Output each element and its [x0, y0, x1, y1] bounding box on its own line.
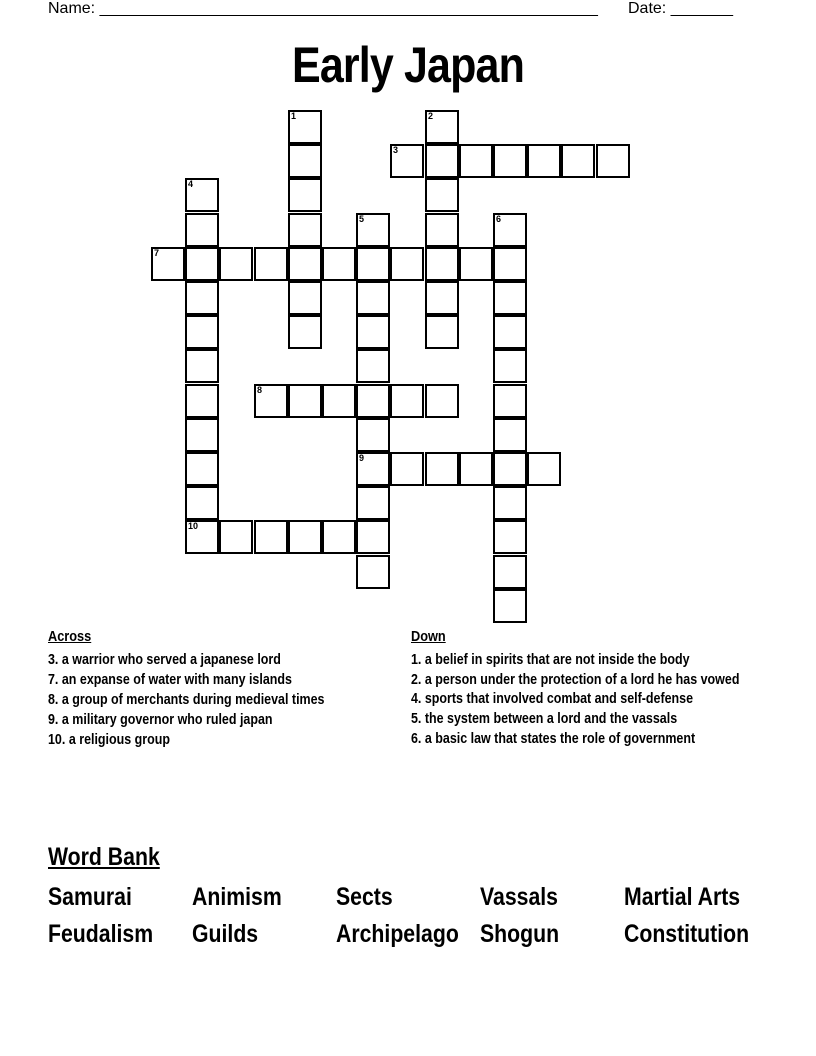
crossword-cell[interactable] [185, 178, 219, 212]
crossword-cell[interactable] [493, 281, 527, 315]
crossword-cell[interactable] [459, 452, 493, 486]
word-bank-word: Feudalism [48, 920, 154, 948]
across-clue [48, 671, 353, 690]
crossword-cell[interactable] [356, 452, 390, 486]
crossword-cell[interactable] [459, 247, 493, 281]
crossword-cell[interactable] [185, 213, 219, 247]
clue-number: 2. [411, 672, 422, 688]
crossword-cell[interactable] [493, 384, 527, 418]
crossword-cell[interactable] [288, 110, 322, 144]
down-heading: Down [411, 628, 446, 645]
crossword-cell[interactable] [322, 520, 356, 554]
cell-number: 2 [428, 111, 434, 121]
down-clue [411, 730, 755, 748]
crossword-cell[interactable] [493, 555, 527, 589]
across-clue [48, 651, 353, 670]
clue-text: a person under the protection of a lord he has vowed [424, 672, 740, 688]
clue-number: 4. [411, 691, 422, 707]
clue-text: sports that involved combat and self-defense [424, 691, 694, 707]
crossword-cell[interactable] [288, 247, 322, 281]
across-clue [48, 711, 353, 730]
clue-number: 8. [48, 692, 59, 708]
crossword-cell[interactable] [185, 281, 219, 315]
crossword-cell[interactable] [185, 349, 219, 383]
word-bank-word: Vassals [480, 883, 559, 911]
date-line: Date: _______ [628, 0, 733, 17]
down-clue-list [411, 651, 771, 749]
crossword-cell[interactable] [390, 247, 424, 281]
word-bank-word: Sects [336, 883, 393, 911]
crossword-cell[interactable] [254, 384, 288, 418]
word-bank-word: Martial Arts [624, 883, 741, 911]
clue-number: 7. [48, 672, 59, 688]
crossword-cell[interactable] [493, 520, 527, 554]
crossword-cell[interactable] [596, 144, 630, 178]
clue-text: a group of merchants during medieval times [61, 692, 325, 708]
down-clue [411, 690, 721, 709]
crossword-cell[interactable] [390, 384, 424, 418]
name-line: Name: ________________________________________________________ [48, 0, 598, 17]
crossword-cell[interactable] [493, 452, 527, 486]
crossword-cell[interactable] [425, 452, 459, 486]
clue-number: 1. [411, 652, 422, 668]
crossword-cell[interactable] [185, 520, 219, 554]
cell-number: 4 [188, 179, 194, 189]
crossword-cell[interactable] [288, 281, 322, 315]
cell-number: 9 [359, 453, 365, 463]
crossword-cell[interactable] [322, 384, 356, 418]
crossword-cell[interactable] [288, 315, 322, 349]
clue-number: 10. [48, 732, 66, 748]
clue-text: a military governor who ruled japan [61, 712, 273, 728]
across-clue [48, 691, 353, 710]
crossword-cell[interactable] [185, 247, 219, 281]
crossword-cell[interactable] [356, 418, 390, 452]
word-bank-heading: Word Bank [48, 843, 160, 871]
crossword-cell[interactable] [493, 349, 527, 383]
crossword-cell[interactable] [185, 452, 219, 486]
crossword-cell[interactable] [185, 384, 219, 418]
crossword-cell[interactable] [356, 213, 390, 247]
crossword-cell[interactable] [493, 247, 527, 281]
down-clue [411, 710, 721, 729]
clue-number: 3. [48, 652, 59, 668]
crossword-cell[interactable] [219, 520, 253, 554]
clue-number: 6. [411, 731, 422, 747]
crossword-cell[interactable] [425, 384, 459, 418]
crossword-cell[interactable] [356, 315, 390, 349]
clue-number: 5. [411, 711, 422, 727]
crossword-cell[interactable] [288, 520, 322, 554]
crossword-cell[interactable] [390, 452, 424, 486]
down-clue [411, 671, 755, 689]
cell-number: 6 [496, 214, 502, 224]
crossword-cell[interactable] [527, 144, 561, 178]
clue-text: the system between a lord and the vassals [424, 711, 678, 727]
crossword-cell[interactable] [425, 213, 459, 247]
crossword-cell[interactable] [151, 247, 185, 281]
page-title: Early Japan [292, 37, 524, 93]
crossword-cell[interactable] [425, 315, 459, 349]
across-clue-list [48, 651, 403, 751]
across-clue [48, 731, 353, 750]
cell-number: 5 [359, 214, 365, 224]
crossword-cell[interactable] [425, 281, 459, 315]
cell-number: 8 [257, 385, 263, 395]
clue-text: an expanse of water with many islands [61, 672, 292, 688]
word-bank-word: Samurai [48, 883, 132, 911]
cell-number: 7 [154, 248, 160, 258]
crossword-cell[interactable] [425, 144, 459, 178]
crossword-cell[interactable] [322, 247, 356, 281]
crossword-cell[interactable] [185, 418, 219, 452]
cell-number: 1 [291, 111, 297, 121]
crossword-cell[interactable] [288, 144, 322, 178]
down-clue [411, 651, 721, 670]
clue-text: a basic law that states the role of government [424, 731, 696, 747]
word-bank-word: Shogun [480, 920, 560, 948]
crossword-cell[interactable] [288, 213, 322, 247]
crossword-cell[interactable] [356, 247, 390, 281]
crossword-cell[interactable] [356, 555, 390, 589]
crossword-cell[interactable] [288, 178, 322, 212]
crossword-cell[interactable] [288, 384, 322, 418]
crossword-cell[interactable] [425, 178, 459, 212]
across-heading: Across [48, 628, 92, 645]
crossword-cell[interactable] [356, 486, 390, 520]
crossword-cell[interactable] [425, 247, 459, 281]
word-bank-word: Guilds [192, 920, 259, 948]
crossword-cell[interactable] [493, 144, 527, 178]
crossword-cell[interactable] [219, 247, 253, 281]
crossword-cell[interactable] [561, 144, 595, 178]
clue-text: a belief in spirits that are not inside the body [424, 652, 690, 668]
crossword-cell[interactable] [185, 315, 219, 349]
crossword-cell[interactable] [254, 247, 288, 281]
crossword-cell[interactable] [493, 589, 527, 623]
cell-number: 3 [393, 145, 399, 155]
crossword-cell[interactable] [356, 281, 390, 315]
word-bank-word: Animism [192, 883, 282, 911]
crossword-cell[interactable] [493, 213, 527, 247]
crossword-cell[interactable] [356, 349, 390, 383]
crossword-cell[interactable] [356, 384, 390, 418]
crossword-cell[interactable] [459, 144, 493, 178]
crossword-cell[interactable] [254, 520, 288, 554]
crossword-cell[interactable] [493, 315, 527, 349]
word-bank-word: Archipelago [336, 920, 459, 948]
crossword-cell[interactable] [493, 486, 527, 520]
word-bank-word: Constitution [624, 920, 750, 948]
crossword-cell[interactable] [356, 520, 390, 554]
cell-number: 10 [188, 521, 199, 531]
clue-text: a religious group [68, 732, 170, 748]
clue-text: a warrior who served a japanese lord [61, 652, 281, 668]
crossword-cell[interactable] [390, 144, 424, 178]
crossword-cell[interactable] [527, 452, 561, 486]
crossword-cell[interactable] [493, 418, 527, 452]
clue-number: 9. [48, 712, 59, 728]
crossword-cell[interactable] [425, 110, 459, 144]
crossword-cell[interactable] [185, 486, 219, 520]
